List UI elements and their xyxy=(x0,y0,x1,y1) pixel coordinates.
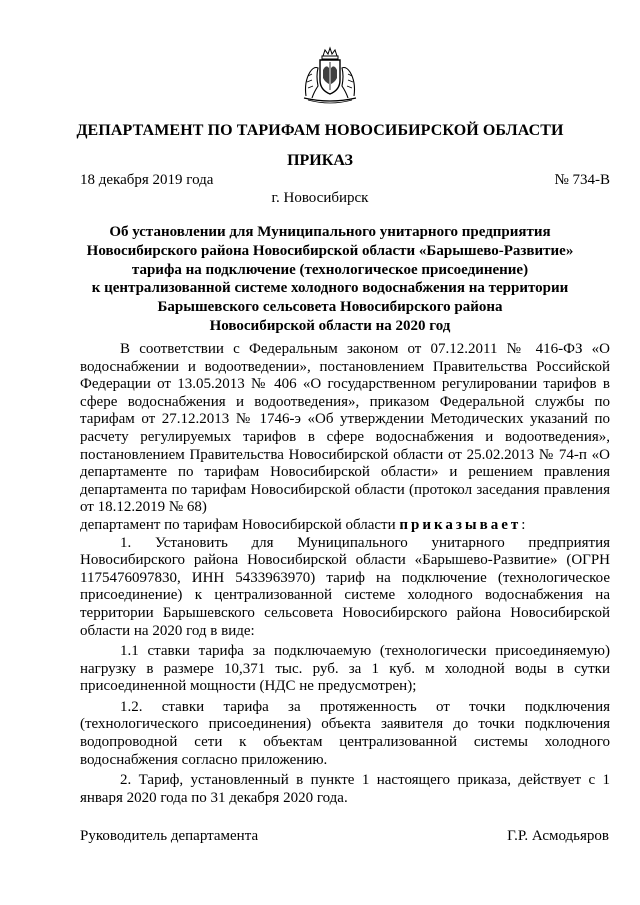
subject-line: Барышевского сельсовета Новосибирского района xyxy=(157,299,503,316)
coat-of-arms-icon xyxy=(298,46,362,104)
item-2-paragraph: 2. Тариф, установленный в пункте 1 настоящего приказа, действует с 1 января 2020 года по 31 декабря 2020 года. xyxy=(80,772,610,806)
subject-line: тарифа на подключение (технологическое присоединение) xyxy=(131,261,529,278)
order-subject xyxy=(60,223,600,336)
order-date: 18 декабря 2019 года xyxy=(80,172,214,188)
signatory-role: Руководитель департамента xyxy=(80,828,259,844)
preamble-paragraph: В соответствии с Федеральным законом от 07.12.2011 № 416-ФЗ «О водоснабжении и водоотведении», постановлением Правительства Российской Федерации от 13.05.2013 № 406 «О государственном регулировании тарифов в сфере водоснабжения и водоотведения», приказом Федеральной службы по тарифам от 27.12.2013 № 1746-э «Об утверждении Методических указаний по расчету регулируемых тарифов в сфере водоснабжения и водоотведения», постановлением Правительства Новосибирской области от 25.02.2013 № 74-п «О департаменте по тарифам Новосибирской области» и решением правления департамента по тарифам Новосибирской области (протокол заседания правления от 18.12.2019 № 68) xyxy=(80,341,610,516)
item-1-2-paragraph: 1.2. ставки тарифа за протяженность от точки подключения (технологического присоединения) объекта заявителя до точки подключения водопроводной сети к объектам централизованной системы холодного водоснабжения согласно приложению. xyxy=(80,698,610,768)
signatory-name: Г.Р. Асмодьяров xyxy=(507,828,609,844)
item-1-1-paragraph: 1.1 ставки тарифа за подключаемую (технологически присоединяемую) нагрузку в размере 10,371 тыс. руб. за 1 куб. м холодной воды в сутки присоединенной мощности (НДС не предусмотрен); xyxy=(80,643,610,695)
subject-line: к централизованной системе холодного водоснабжения на территории xyxy=(91,280,569,297)
order-city: г. Новосибирск xyxy=(271,190,369,206)
order-number: № 734-В xyxy=(554,172,610,188)
order-body xyxy=(80,341,610,807)
department-title: ДЕПАРТАМЕНТ ПО ТАРИФАМ НОВОСИБИРСКОЙ ОБЛАСТИ xyxy=(76,122,564,139)
orders-suffix: : xyxy=(521,516,526,533)
subject-line: Новосибирской области на 2020 год xyxy=(209,317,451,334)
subject-line: Новосибирского района Новосибирской области «Барышево-Развитие» xyxy=(86,242,574,259)
orders-word: приказывает xyxy=(399,516,522,533)
subject-line: Об установлении для Муниципального унитарного предприятия xyxy=(109,224,551,240)
document-type: ПРИКАЗ xyxy=(287,152,353,169)
item-1-paragraph: 1. Установить для Муниципального унитарного предприятия Новосибирского района Новосибирской области «Барышево-Развитие» (ОГРН 1175476097830, ИНН 5433963970) тариф на подключение (технологическое присоединение) к централизованной системе холодного водоснабжения на территории Барышевского сельсовета Новосибирского района Новосибирской области на 2020 год в виде: xyxy=(80,534,610,639)
orders-line xyxy=(80,517,610,535)
orders-prefix: департамент по тарифам Новосибирской области xyxy=(80,516,400,533)
